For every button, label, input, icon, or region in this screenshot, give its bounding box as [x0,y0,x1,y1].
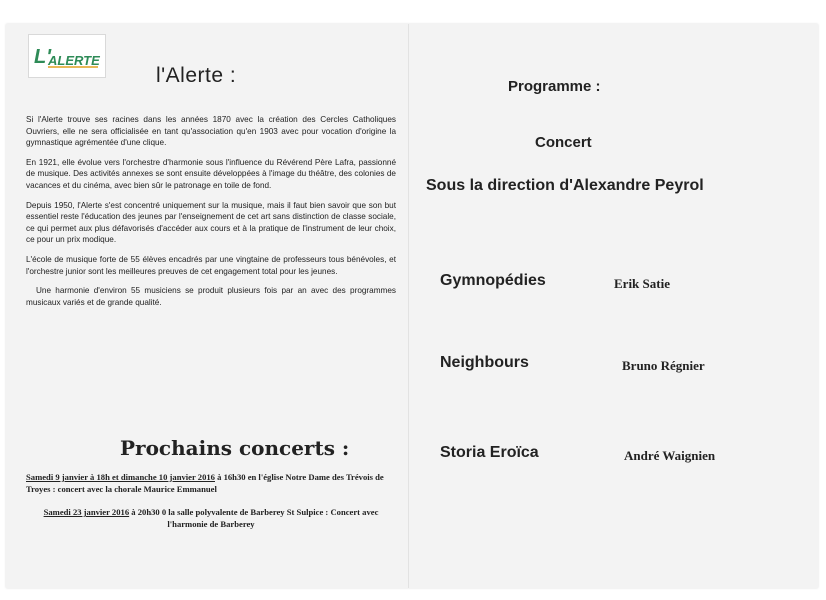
paragraph: Si l'Alerte trouve ses racines dans les années 1870 avec la création des Cercles Catholiques Ouvriers, elle ne sera officialisée en tant qu'association qu'en 1903 avec pour vocation d'origine la gymnastique agrémentée d'une clique. [26,115,396,148]
programme-piece [418,354,808,378]
fold-line [408,24,409,588]
piece-composer: Erik Satie [614,276,670,291]
alerte-logo-icon [28,34,106,78]
history-text [26,114,396,316]
programme-piece [418,444,808,468]
programme-type: Concert [535,134,592,151]
piece-composer: André Waignien [624,448,716,463]
paragraph: L'école de musique forte de 55 élèves encadrés par une vingtaine de professeurs tous bénévoles, et l'orchestre junior sont les meilleures preuves de cet engagement total pour les jeunes. [26,254,396,276]
piece-title: Storia Eroïca [440,444,539,461]
concert-leaflet [6,24,818,588]
piece-title: Neighbours [440,354,529,371]
piece-title: Gymnopédies [440,272,546,289]
event-item [26,472,396,495]
conductor-line: Sous la direction d'Alexandre Peyrol [426,177,704,194]
programme-piece [418,272,808,296]
event-date: Samedi 9 janvier à 18h et dimanche 10 janvier 2016 [26,472,215,482]
piece-composer: Bruno Régnier [622,358,705,373]
svg-text:L': L' [34,46,51,68]
paragraph: Une harmonie d'environ 55 musiciens se produit plusieurs fois par an avec des programmes musicaux variés et de grande qualité. [26,286,396,307]
right-panel [418,24,808,588]
paragraph: Depuis 1950, l'Alerte s'est concentré uniquement sur la musique, mais il faut bien savoir que son but essentiel reste l'éducation des jeunes par l'enseignement de cet art sans distinction de classe sociale, ce qui permet aux plus défavorisés d'accéder aux cours et à la pratique de l'instrument de leur choix, ce pour un prix modique. [26,200,396,245]
events-list [26,472,396,542]
event-item [26,507,396,530]
event-details: à 16h30 en l'église Notre Dame des Trévois de Troyes : concert avec la chorale Maurice Emmanuel [26,472,384,494]
left-panel [26,32,396,582]
paragraph: En 1921, elle évolue vers l'orchestre d'harmonie sous l'influence du Révérend Père Lafra, passionné de musique. Des activités annexes se sont ensuite développées à l'image du théâtre, des colonies de vacances et du cinéma, avec bien sûr le patronage en toile de fond. [26,157,396,190]
event-details: à 20h30 0 la salle polyvalente de Barberey St Sulpice : Concert avec l'harmonie de Barberey [129,507,379,529]
event-date: Samedi 23 janvier 2016 [43,507,130,518]
alerte-logo-graphic [32,41,102,71]
upcoming-concerts-heading: Prochains concerts : [120,436,350,460]
programme-title: Programme : [508,78,601,95]
section-title: l'Alerte : [156,64,237,87]
svg-text:ALERTE: ALERTE [48,53,100,68]
